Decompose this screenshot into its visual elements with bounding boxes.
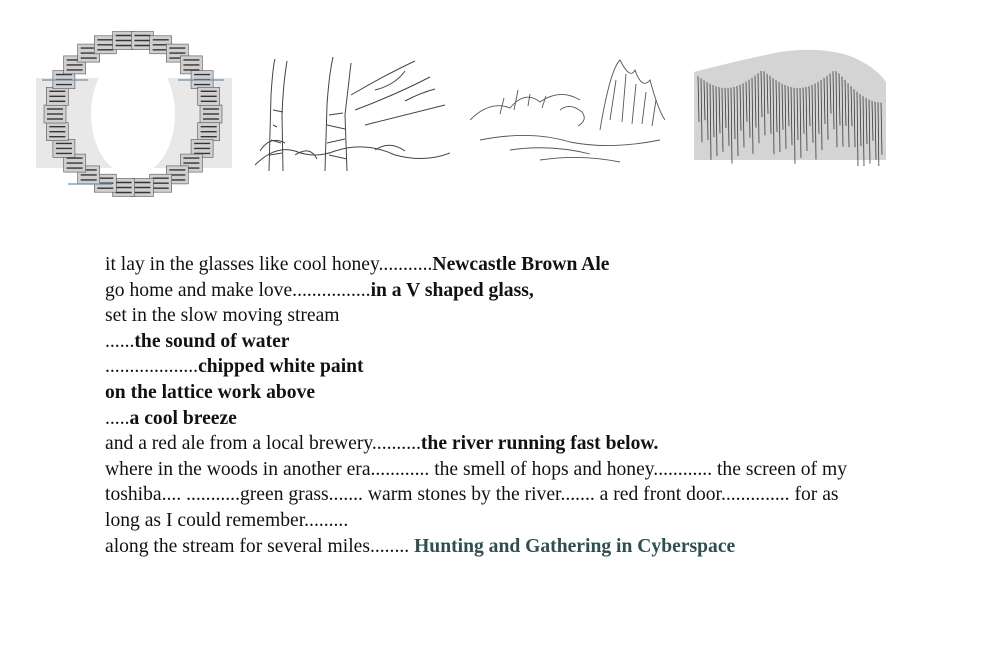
line-text: .....: [105, 407, 130, 429]
line-bold-text: the sound of water: [134, 330, 290, 352]
poem-line-8: [105, 431, 865, 457]
poem-line-2: [105, 278, 865, 304]
poem-line-1: [105, 252, 865, 278]
line-bold-text: in a V shaped glass,: [370, 279, 534, 301]
woods-sketch[interactable]: [690, 42, 890, 166]
line-text: set in the slow moving stream: [105, 305, 340, 327]
hunting-gathering-link[interactable]: Hunting and Gathering in Cyberspace: [414, 535, 736, 557]
line-text: ...................: [105, 356, 199, 378]
poem-line-7: [105, 406, 865, 432]
poem-text: [105, 252, 865, 559]
line-text: go home and make love................: [105, 279, 371, 301]
collage-circle-image[interactable]: [28, 18, 238, 206]
line-text: it lay in the glasses like cool honey...........: [105, 254, 433, 275]
line-text: and a red ale from a local brewery..........: [105, 433, 421, 455]
bushes-sketch[interactable]: [470, 50, 665, 168]
line-bold-text: chipped white paint: [198, 356, 364, 378]
poem-paragraph: where in the woods in another era............ the smell of hops and honey............ the screen of my toshiba.... ...........green grass....... warm stones by the river....... a red front door.............. for as long as I could remember.........: [105, 458, 848, 531]
poem-line-5: [105, 354, 865, 380]
poem-line-4: [105, 329, 865, 355]
line-bold-text: the river running fast below.: [420, 433, 659, 455]
line-bold-text: on the lattice work above: [105, 381, 316, 403]
line-text: along the stream for several miles........: [105, 535, 415, 557]
line-bold-text: Newcastle Brown Ale: [432, 254, 610, 275]
image-strip: [0, 0, 1000, 215]
line-bold-text: a cool breeze: [129, 407, 237, 429]
tree-trunks-sketch[interactable]: [255, 55, 450, 173]
line-text: ......: [105, 330, 135, 352]
poem-line-3: [105, 303, 865, 329]
poem-line-6: [105, 380, 865, 406]
poem-line-10: [105, 534, 865, 560]
